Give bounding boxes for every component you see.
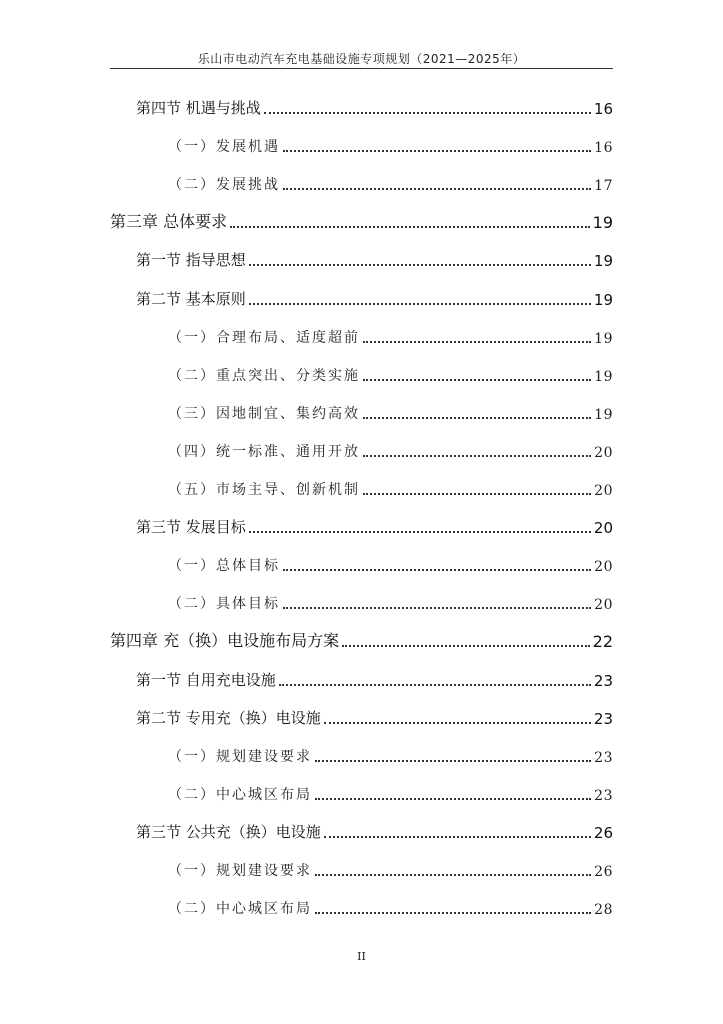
dot-leader — [315, 912, 591, 914]
dot-leader — [249, 303, 591, 305]
dot-leader — [363, 379, 591, 381]
dot-leader — [283, 188, 591, 190]
toc-entry-page-number: 26 — [594, 864, 613, 880]
toc-entry[interactable] — [168, 589, 613, 613]
toc-entry-page-number: 16 — [594, 140, 613, 157]
toc-entry-page-number: 19 — [594, 406, 613, 423]
toc-entry[interactable] — [168, 742, 613, 766]
toc-entry[interactable] — [136, 666, 613, 690]
dot-leader — [249, 264, 591, 266]
toc-entry-title: （四）统一标准、通用开放 — [168, 443, 360, 460]
page-header-title: 乐山市电动汽车充电基础设施专项规划（2021—2025年） — [197, 52, 526, 66]
toc-entry-title: （二）中心城区布局 — [168, 901, 312, 918]
toc-entry-title: （三）因地制宜、集约高效 — [168, 405, 360, 422]
toc-entry-page-number: 16 — [593, 100, 613, 118]
toc-entry[interactable] — [136, 513, 613, 537]
toc-entry-title: （一）规划建设要求 — [168, 748, 312, 765]
toc-entry[interactable] — [136, 285, 613, 309]
toc-entry[interactable] — [110, 208, 613, 232]
toc-entry[interactable] — [168, 551, 613, 575]
toc-entry-page-number: 19 — [592, 213, 613, 233]
toc-entry-page-number: 19 — [594, 368, 613, 385]
page-number: II — [357, 950, 366, 963]
dot-leader — [363, 493, 591, 495]
toc-entry-title: （二）中心城区布局 — [168, 786, 312, 803]
toc-entry[interactable] — [136, 818, 613, 842]
dot-leader — [324, 722, 591, 724]
dot-leader — [342, 645, 590, 647]
toc-entry[interactable] — [168, 399, 613, 423]
toc-entry-page-number: 20 — [594, 597, 613, 614]
toc-entry-page-number: 19 — [593, 252, 613, 271]
dot-leader — [249, 531, 591, 533]
dot-leader — [363, 341, 591, 343]
toc-entry[interactable] — [168, 856, 613, 880]
toc-entry[interactable] — [168, 437, 613, 461]
toc-entry[interactable] — [168, 475, 613, 499]
toc-entry[interactable] — [168, 361, 613, 385]
toc-entry[interactable] — [168, 780, 613, 804]
toc-entry-title: 第四章 充（换）电设施布局方案 — [110, 631, 340, 651]
toc-entry-title: （二）重点突出、分类实施 — [168, 367, 360, 384]
toc-entry[interactable] — [136, 246, 613, 270]
dot-leader — [315, 798, 591, 800]
toc-entry-page-number: 23 — [593, 671, 613, 690]
toc-entry[interactable] — [168, 132, 613, 156]
toc-entry-title: （一）规划建设要求 — [168, 863, 312, 879]
toc-entry-title: （二）具体目标 — [168, 596, 280, 613]
dot-leader — [279, 684, 591, 686]
toc-entry-title: 第二节 基本原则 — [136, 289, 246, 308]
toc-entry-title: 第三节 发展目标 — [136, 518, 246, 537]
dot-leader — [315, 760, 591, 762]
toc-entry-page-number: 23 — [593, 709, 613, 728]
dot-leader — [363, 455, 591, 457]
dot-leader — [324, 836, 591, 838]
toc-entry-page-number: 19 — [594, 330, 613, 347]
toc-entry-title: 第一节 指导思想 — [136, 251, 246, 270]
toc-entry-title: 第一节 自用充电设施 — [136, 670, 276, 689]
toc-entry-title: （一）发展机遇 — [168, 139, 280, 156]
toc-entry-title: （二）发展挑战 — [168, 177, 280, 194]
toc-entry-title: 第四节 机遇与挑战 — [136, 99, 261, 117]
toc-entry-page-number: 17 — [594, 178, 613, 195]
dot-leader — [363, 417, 591, 419]
toc-entry-page-number: 20 — [594, 559, 613, 576]
dot-leader — [264, 112, 591, 114]
toc-entry-title: （一）总体目标 — [168, 558, 280, 575]
toc-entry-page-number: 20 — [593, 519, 613, 538]
toc-entry-title: （一）合理布局、适度超前 — [168, 329, 360, 346]
dot-leader — [283, 607, 591, 609]
toc-entry-page-number: 20 — [594, 444, 613, 461]
toc-entry[interactable] — [168, 894, 613, 918]
dot-leader — [230, 226, 590, 228]
toc-entry-title: 第二节 专用充（换）电设施 — [136, 708, 321, 727]
toc-entry[interactable] — [168, 323, 613, 347]
toc-entry-page-number: 19 — [593, 290, 613, 309]
toc-entry-title: 第三节 公共充（换）电设施 — [136, 822, 321, 841]
toc-entry[interactable] — [168, 170, 613, 194]
toc-entry[interactable] — [110, 627, 613, 651]
toc-entry-page-number: 26 — [593, 823, 613, 842]
toc-entry-page-number: 20 — [594, 483, 613, 499]
toc-entry-page-number: 22 — [592, 632, 613, 652]
toc-entry-page-number: 23 — [594, 787, 613, 804]
toc-entry[interactable] — [136, 704, 613, 728]
dot-leader — [283, 569, 591, 571]
toc-entry-title: 第三章 总体要求 — [110, 212, 228, 232]
toc-entry-title: （五）市场主导、创新机制 — [168, 482, 360, 498]
dot-leader — [283, 150, 591, 152]
toc-entry-page-number: 23 — [594, 749, 613, 766]
dot-leader — [315, 874, 591, 876]
toc-entry[interactable] — [136, 94, 613, 118]
toc-entry-page-number: 28 — [594, 902, 613, 919]
